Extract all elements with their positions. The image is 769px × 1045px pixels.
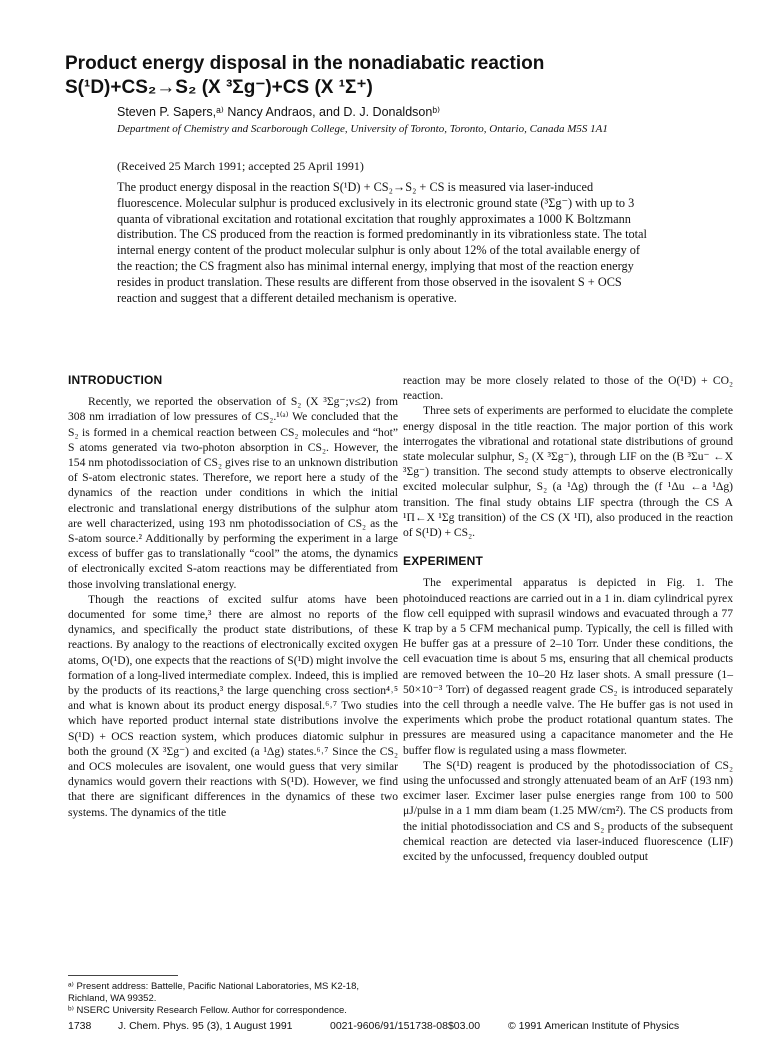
left-column (68, 373, 398, 820)
abstract: The product energy disposal in the reaction S(¹D) + CS₂→S₂ + CS is measured via laser-induced fluorescence. Molecular sulphur is produced exclusively in its electronic ground state (³Σg⁻) with up to 3 quanta of vibrational excitation and rotational excitation that roughly approximates a 1000 K Boltzmann distribution. The CS produced from the reaction is formed predominantly in its vibrationless state. The total internal energy content of the product molecular sulphur is only about 12% of the total available energy of the reaction; the CS fragment also has minimal internal energy, implying that most of the reaction energy resides in product translation. These results are different from those observed in the isovalent S + OCS reaction and suggest that a different detailed mechanism is operative. (117, 180, 647, 305)
footnotes (68, 981, 398, 1017)
intro-paragraph-1: Recently, we reported the observation of S₂ (X ³Σg⁻;v≤2) from 308 nm irradiation of low pressures of CS₂.¹⁽ᵃ⁾ We concluded that the S₂ is formed in a chemical reaction between CS₂ molecules and “hot” S atoms generated via two-photon absorption in CS₂. However, the 154 nm photodissociation of CS₂ gives rise to an unknown distribution of S-atom electronic states. Therefore, we report here a study of the dynamics of the reaction under conditions in which the initial electronic and translational energy distributions of the sulphur atom are well characterized, using 193 nm photodissociation of CS₂ as the S-atom source.² Additionally by performing the experiment in a large excess of buffer gas to translationally “cool” the atoms, the dynamics of electronically excited S-atom reactions may be differentiated from those involving translational energy. (68, 395, 398, 591)
experiment-paragraph-2: The S(¹D) reagent is produced by the photodissociation of CS₂ using the unfocussed and strongly attenuated beam of an ArF (193 nm) excimer laser. Excimer laser pulse energies range from 100 to 500 μJ/pulse in a 1 mm diam beam (1.25 MW/cm²). The CS products from the initial photodissociation and CS and S₂ products of the subsequent chemical reaction are detected via laser-induced fluorescence (LIF) excited by the unfocussed, frequency doubled output (403, 758, 733, 864)
section-heading-introduction: INTRODUCTION (68, 373, 163, 387)
intro-paragraph-3: reaction may be more closely related to those of the O(¹D) + CO₂ reaction. (403, 374, 733, 403)
title-line-1: Product energy disposal in the nonadiabatic reaction (65, 53, 545, 74)
article-title (65, 52, 725, 100)
footnote-a: ᵃ⁾ Present address: Battelle, Pacific National Laboratories, MS K2-18, Richland, WA 99352. (68, 981, 360, 1004)
section-heading-experiment: EXPERIMENT (403, 554, 484, 569)
received-date: (Received 25 March 1991; accepted 25 April 1991) (117, 159, 364, 173)
right-column (403, 373, 733, 864)
page-number: 1738 (68, 1020, 92, 1032)
article-code: 0021-9606/91/151738-08$03.00 (330, 1020, 481, 1032)
copyright-notice: © 1991 American Institute of Physics (508, 1020, 680, 1032)
experiment-paragraph-1: The experimental apparatus is depicted in Fig. 1. The photoinduced reactions are carried out in a 1 in. diam cylindrical pyrex flow cell equipped with suprasil windows and evacuated through a 77 K trap by a 5 CFM mechanical pump. Typically, the cell is filled with He buffer gas at a pressure of 2–10 Torr. Under these conditions, the cell evacuation time is about 5 ms, ensuring that all chemical products are removed between the 10–20 Hz laser shots. A small pressure (1–50×10⁻³ Torr) of degassed reagent grade CS₂ is introduced separately into the cell through a needle valve. The He buffer gas is not used in experiments which probe the product rotational quantum states. The pressures are measured using a capacitance manometer and the He buffer flow is regulated using a mass flowmeter. (403, 576, 733, 757)
intro-paragraph-4: Three sets of experiments are performed to elucidate the complete energy disposal in the title reaction. The major portion of this work interrogates the vibrational and rotational state distributions of ground state molecular sulphur, S₂ (X ³Σg⁻), through LIF on the (B ³Σu⁻ ←X ³Σg⁻) transition. The second study attempts to observe electronically excited molecular sulphur, S₂ (a ¹Δg) through the (f ¹Δu ←a ¹Δg) transition. The final study obtains LIF spectra (through the CS A ¹Π←X ¹Σg transition) of the CS (X ¹Π), also produced in the reaction of S(¹D) + CS₂. (403, 404, 733, 540)
footnote-divider (68, 975, 178, 976)
author-list: Steven P. Sapers,ᵃ⁾ Nancy Andraos, and D. J. Donaldsonᵇ⁾ (117, 105, 441, 119)
journal-citation: J. Chem. Phys. 95 (3), 1 August 1991 (118, 1020, 293, 1032)
affiliation: Department of Chemistry and Scarborough College, University of Toronto, Toronto, Ontario, Canada M5S 1A1 (117, 123, 608, 135)
footnote-b: ᵇ⁾ NSERC University Research Fellow. Author for correspondence. (68, 1005, 347, 1016)
title-line-2: S(¹D)+CS₂→S₂ (X ³Σg⁻)+CS (X ¹Σ⁺) (65, 77, 373, 98)
intro-paragraph-2: Though the reactions of excited sulfur atoms have been documented for some time,³ there are almost no reports of the dynamics, and specifically the product state distributions, of these reactions. By analogy to the reactions of electronically excited oxygen atoms, O(¹D), one expects that the reactions of S(¹D) might involve the formation of a long-lived intermediate complex. Indeed, this is implied by the products of its reactions,³ the large quenching cross section⁴˒⁵ and what is known about its product energy disposal.⁶˒⁷ Two studies which have reported product internal state distributions involve the S(¹D) + OCS reaction system, which produces diatomic sulphur in both the ground (X ³Σg⁻) and excited (a ¹Δg) states.⁶˒⁷ Since the CS₂ and OCS molecules are isovalent, one would guess that very similar dynamics would govern their reactions with S(¹D). However, we find that there are significant differences in the dynamics of these two systems. The dynamics of the title (68, 592, 398, 819)
